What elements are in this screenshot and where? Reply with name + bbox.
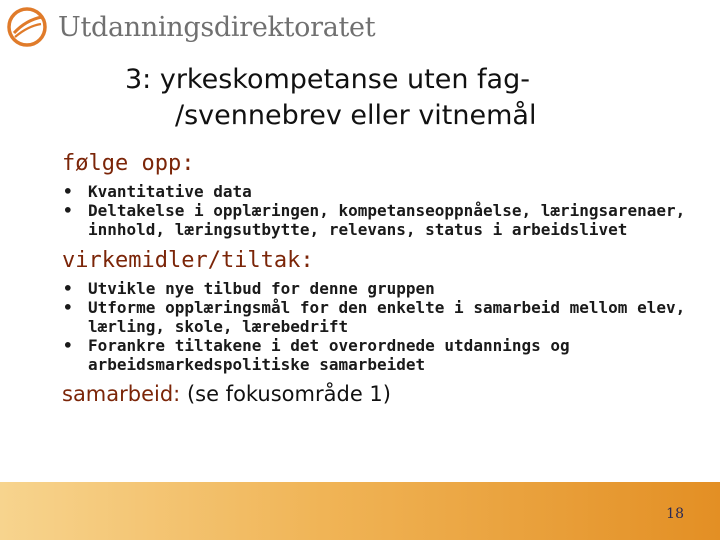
page-number: 18 bbox=[666, 506, 684, 522]
section-folge-opp bbox=[62, 150, 702, 239]
org-name: Utdanningsdirektoratet bbox=[58, 11, 376, 43]
title-line-1: 3: yrkeskompetanse uten fag- bbox=[125, 64, 530, 95]
samarbeid-label: samarbeid: bbox=[62, 382, 181, 406]
samarbeid-line bbox=[62, 380, 702, 408]
bullet-item: • Deltakelse i opplæringen, kompetanseoppnåelse, læringsarenaer, innhold, læringsutbytte, relevans, status i arbeidslivet bbox=[62, 201, 702, 239]
title-line-2: /svennebrev eller vitnemål bbox=[175, 100, 537, 131]
header-logo bbox=[6, 5, 375, 49]
section-heading: følge opp: bbox=[62, 151, 195, 176]
section-heading: virkemidler/tiltak: bbox=[62, 248, 314, 273]
bullet-item: • Kvantitative data bbox=[62, 182, 702, 201]
bullet-list bbox=[62, 182, 702, 239]
utdanningsdirektoratet-logo-icon bbox=[6, 6, 48, 48]
samarbeid-text: (se fokusområde 1) bbox=[180, 382, 391, 406]
bullet-item: • Utvikle nye tilbud for denne gruppen bbox=[62, 279, 702, 298]
slide-content bbox=[62, 150, 702, 408]
bullet-item: • Forankre tiltakene i det overordnede utdannings og arbeidsmarkedspolitiske samarbeidet bbox=[62, 336, 702, 374]
slide-title bbox=[115, 62, 675, 134]
bullet-list bbox=[62, 279, 702, 374]
bullet-item: • Utforme opplæringsmål for den enkelte i samarbeid mellom elev, lærling, skole, lærebedrift bbox=[62, 298, 702, 336]
section-virkemidler bbox=[62, 247, 702, 374]
footer-bar bbox=[0, 482, 720, 540]
